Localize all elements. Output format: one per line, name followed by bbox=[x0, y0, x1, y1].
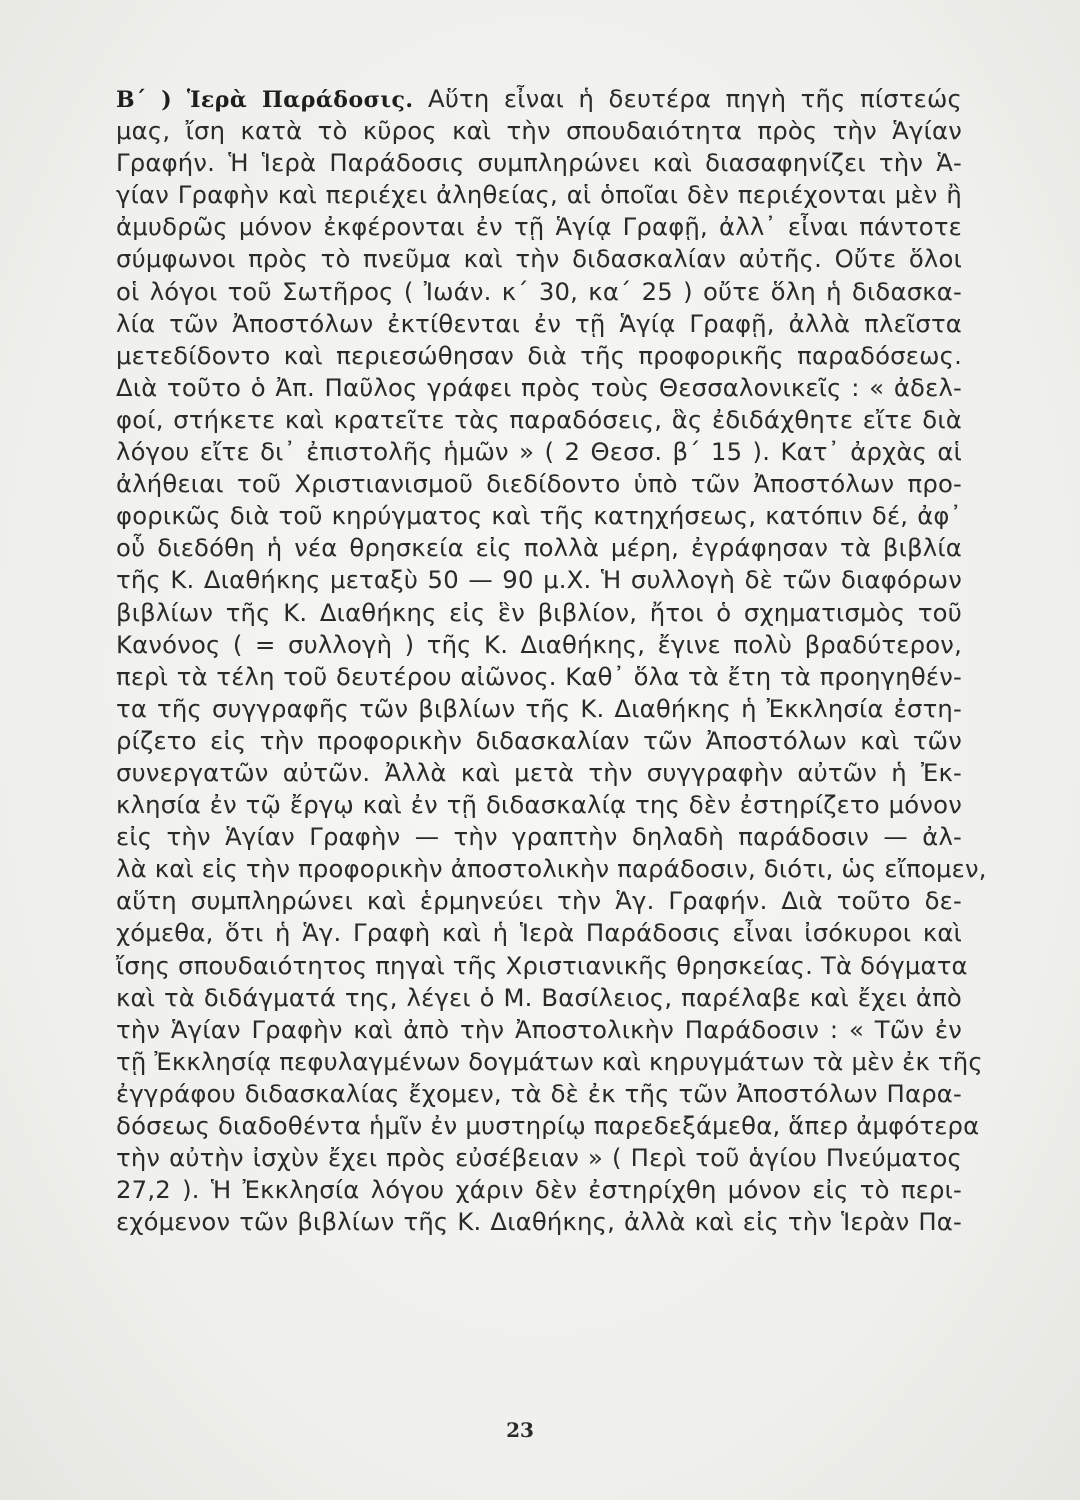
text-line: Διὰ τοῦτο ὁ Ἀπ. Παῦλος γράφει πρὸς τοὺς Θεσσαλονικεῖς : « ἀδελ- bbox=[116, 372, 962, 402]
text-line: λία τῶν Ἀποστόλων ἐκτίθενται ἐν τῇ Ἁγίᾳ Γραφῇ, ἀλλὰ πλεῖστα bbox=[116, 308, 962, 338]
text-line: κλησία ἐν τῷ ἔργῳ καὶ ἐν τῇ διδασκαλίᾳ της δὲν ἐστηρίζετο μόνον bbox=[116, 790, 962, 820]
text-line: τα τῆς συγγραφῆς τῶν βιβλίων τῆς Κ. Διαθήκης ἡ Ἐκκλησία ἐστη- bbox=[116, 693, 962, 723]
text-line: δόσεως διαδοθέντα ἡμῖν ἐν μυστηρίῳ παρεδεξάμεθα, ἅπερ ἀμφότερα bbox=[116, 1111, 980, 1140]
text-line: αὕτη συμπληρώνει καὶ ἑρμηνεύει τὴν Ἁγ. Γραφήν. Διὰ τοῦτο δε- bbox=[116, 886, 962, 916]
text-line: χόμεθα, ὅτι ἡ Ἁγ. Γραφὴ καὶ ἡ Ἱερὰ Παράδοσις εἶναι ἰσόκυροι καὶ bbox=[116, 918, 962, 948]
text-line: εἰς τὴν Ἁγίαν Γραφὴν — τὴν γραπτὴν δηλαδὴ παράδοσιν — ἀλ- bbox=[116, 822, 962, 852]
text-line: τὴν αὐτὴν ἰσχὺν ἔχει πρὸς εὐσέβειαν » ( Περὶ τοῦ ἁγίου Πνεύματος bbox=[116, 1143, 962, 1173]
text-line: οἱ λόγοι τοῦ Σωτῆρος ( Ἰωάν. κ΄ 30, κα΄ 25 ) οὔτε ὅλη ἡ διδασκα- bbox=[116, 276, 962, 306]
text-line: ἴσης σπουδαιότητος πηγαὶ τῆς Χριστιανικῆς θρησκείας. Τὰ δόγματα bbox=[116, 950, 968, 980]
text-line: τῇ Ἐκκλησίᾳ πεφυλαγμένων δογμάτων καὶ κηρυγμάτων τὰ μὲν ἐκ τῆς bbox=[116, 1046, 983, 1076]
text-line: βιβλίων τῆς Κ. Διαθήκης εἰς ἓν βιβλίον, ἤτοι ὁ σχηματισμὸς τοῦ bbox=[116, 597, 962, 627]
text-line: ρίζετο εἰς τὴν προφορικὴν διδασκαλίαν τῶν Ἀποστόλων καὶ τῶν bbox=[116, 725, 962, 755]
text-line: Κανόνος ( = συλλογὴ ) τῆς Κ. Διαθήκης, ἔγινε πολὺ βραδύτερον, bbox=[116, 629, 962, 659]
body-text bbox=[116, 83, 987, 1238]
text-line: καὶ τὰ διδάγματά της, λέγει ὁ Μ. Βασίλειος, παρέλαβε καὶ ἔχει ἀπὸ bbox=[116, 982, 962, 1012]
text-line: λόγου εἴτε δι᾽ ἐπιστολῆς ἡμῶν » ( 2 Θεσσ. β΄ 15 ). Κατ᾽ ἀρχὰς αἱ bbox=[116, 437, 962, 467]
text-line: φορικῶς διὰ τοῦ κηρύγματος καὶ τῆς κατηχήσεως, κατόπιν δέ, ἀφ᾽ bbox=[116, 501, 962, 531]
text-line: γίαν Γραφὴν καὶ περιέχει ἀληθείας, αἱ ὁποῖαι δὲν περιέχονται μὲν ἢ bbox=[116, 180, 962, 210]
text-line: μας, ἴση κατὰ τὸ κῦρος καὶ τὴν σπουδαιότητα πρὸς τὴν Ἁγίαν bbox=[116, 116, 962, 146]
text-line: σύμφωνοι πρὸς τὸ πνεῦμα καὶ τὴν διδασκαλίαν αὐτῆς. Οὔτε ὅλοι bbox=[116, 244, 962, 274]
text-line: ἀλήθειαι τοῦ Χριστιανισμοῦ διεδίδοντο ὑπὸ τῶν Ἀποστόλων προ- bbox=[116, 469, 962, 499]
text-line: 27,2 ). Ἡ Ἐκκλησία λόγου χάριν δὲν ἐστηρίχθη μόνον εἰς τὸ περι- bbox=[116, 1175, 962, 1205]
text-line: τῆς Κ. Διαθήκης μεταξὺ 50 — 90 μ.Χ. Ἡ συλλογὴ δὲ τῶν διαφόρων bbox=[116, 565, 962, 595]
text-line: λὰ καὶ εἰς τὴν προφορικὴν ἀποστολικὴν παράδοσιν, διότι, ὡς εἴπομεν, bbox=[116, 854, 987, 884]
text-line: Γραφήν. Ἡ Ἱερὰ Παράδοσις συμπληρώνει καὶ διασαφηνίζει τὴν Ἁ- bbox=[116, 148, 962, 178]
section-heading: Β΄ ) Ἱερὰ Παράδοσις. bbox=[116, 87, 414, 113]
text-line: μετεδίδοντο καὶ περιεσώθησαν διὰ τῆς προφορικῆς παραδόσεως. bbox=[116, 340, 962, 370]
text-line: Β΄ ) Ἱερὰ Παράδοσις. Αὕτη εἶναι ἡ δευτέρα πηγὴ τῆς πίστεώς bbox=[116, 84, 963, 113]
text-line: οὗ διεδόθη ἡ νέα θρησκεία εἰς πολλὰ μέρη, ἐγράφησαν τὰ βιβλία bbox=[116, 533, 962, 563]
page-number: 23 bbox=[506, 1418, 534, 1442]
text-line: τὴν Ἁγίαν Γραφὴν καὶ ἀπὸ τὴν Ἀποστολικὴν Παράδοσιν : « Τῶν ἐν bbox=[116, 1014, 962, 1044]
text-line: φοί, στήκετε καὶ κρατεῖτε τὰς παραδόσεις, ἃς ἐδιδάχθητε εἴτε διὰ bbox=[116, 404, 962, 434]
text-line: συνεργατῶν αὐτῶν. Ἀλλὰ καὶ μετὰ τὴν συγγραφὴν αὐτῶν ἡ Ἐκ- bbox=[116, 757, 962, 787]
text-line: περὶ τὰ τέλη τοῦ δευτέρου αἰῶνος. Καθ᾽ ὅλα τὰ ἔτη τὰ προηγηθέν- bbox=[116, 661, 962, 691]
text-line: ἀμυδρῶς μόνον ἐκφέρονται ἐν τῇ Ἁγίᾳ Γραφῇ, ἀλλ᾽ εἶναι πάντοτε bbox=[116, 212, 962, 242]
text-line: ἐγγράφου διδασκαλίας ἔχομεν, τὰ δὲ ἐκ τῆς τῶν Ἀποστόλων Παρα- bbox=[116, 1078, 962, 1108]
text-line: εχόμενον τῶν βιβλίων τῆς Κ. Διαθήκης, ἀλλὰ καὶ εἰς τὴν Ἱερὰν Πα- bbox=[116, 1207, 962, 1237]
